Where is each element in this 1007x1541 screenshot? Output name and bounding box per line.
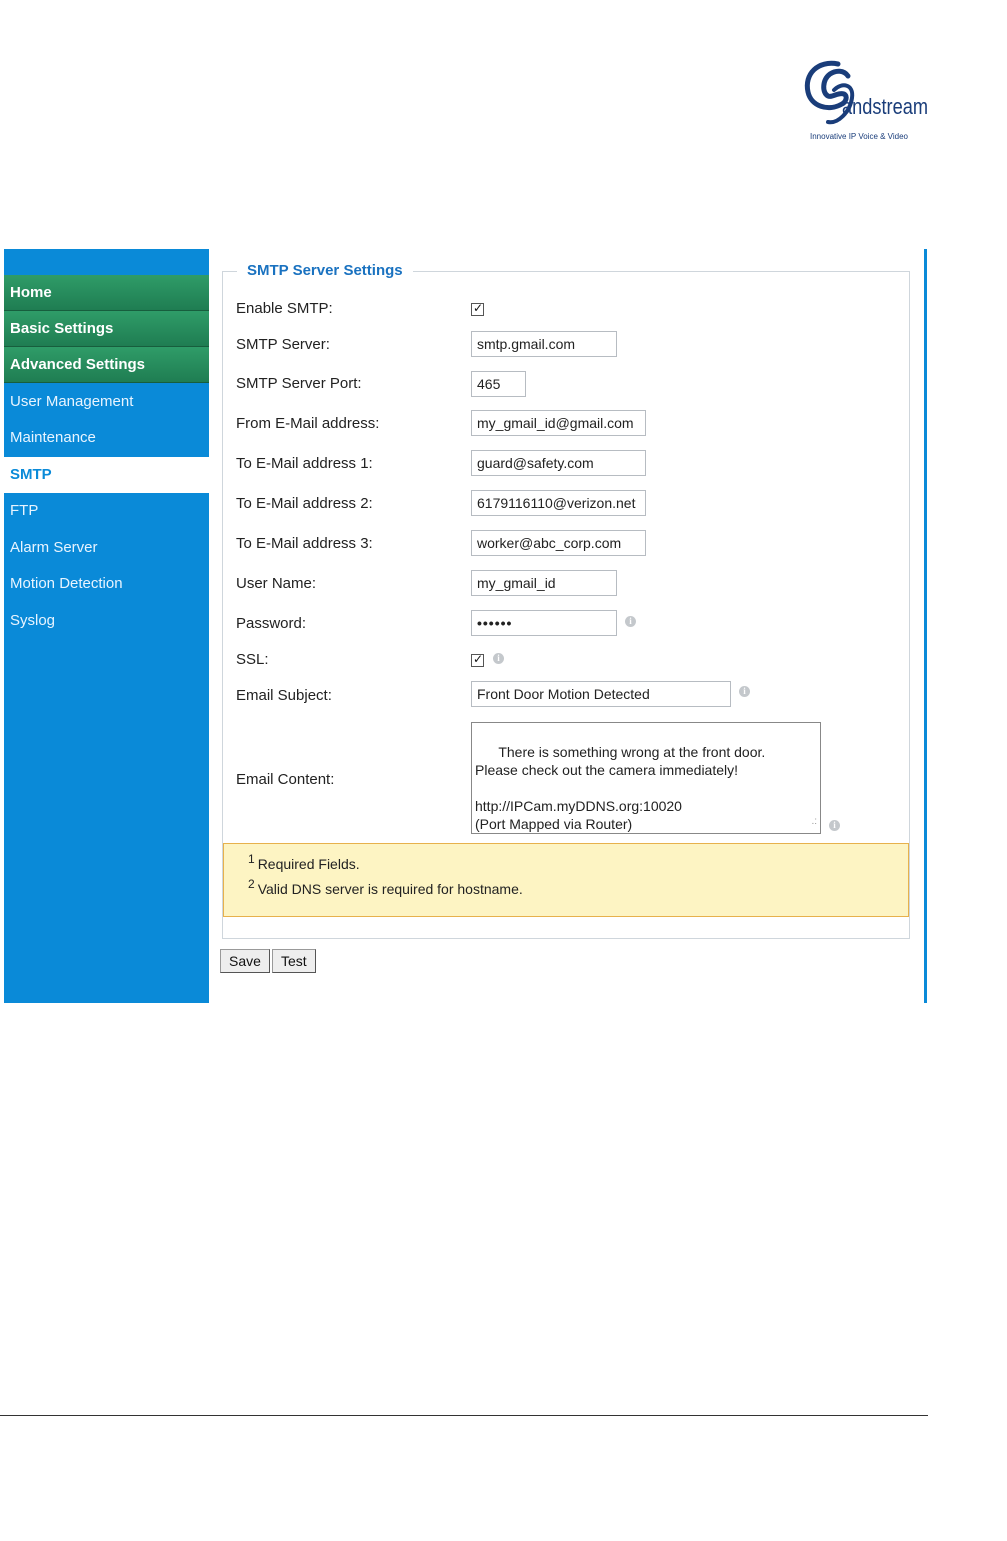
user-name-label: User Name:	[236, 575, 317, 592]
note-1-number: 1	[248, 852, 255, 866]
note-2-number: 2	[248, 877, 255, 891]
test-button[interactable]: Test	[272, 949, 316, 973]
page-divider	[0, 1415, 928, 1416]
save-button[interactable]: Save	[220, 949, 270, 973]
info-icon: i	[739, 686, 750, 697]
frame-border	[924, 249, 927, 1003]
email-subject-input[interactable]: Front Door Motion Detected	[471, 681, 731, 707]
camera-web-ui	[4, 249, 924, 1003]
sidebar-item-smtp[interactable]: SMTP	[4, 457, 209, 493]
sidebar-item-home[interactable]: Home	[4, 275, 209, 311]
email-content-textarea[interactable]	[471, 722, 821, 834]
enable-smtp-checkbox[interactable]	[471, 303, 484, 316]
smtp-settings-fieldset	[222, 262, 910, 939]
logo-wordmark: andstream	[842, 94, 928, 119]
smtp-server-label: SMTP Server:	[236, 336, 330, 353]
password-label: Password:	[236, 615, 307, 632]
grandstream-logo	[798, 56, 930, 148]
info-icon: i	[493, 653, 504, 664]
check-icon: ✓	[473, 652, 484, 666]
to-email-1-input[interactable]: guard@safety.com	[471, 450, 646, 476]
notes-box	[223, 843, 909, 917]
check-icon: ✓	[473, 301, 484, 315]
to-email-3-input[interactable]: worker@abc_corp.com	[471, 530, 646, 556]
sidebar-item-syslog[interactable]: Syslog	[10, 612, 56, 629]
ssl-label: SSL:	[236, 651, 269, 668]
to-email-1-label: To E-Mail address 1:	[236, 455, 373, 472]
sidebar-item-maintenance[interactable]: Maintenance	[10, 429, 96, 446]
to-email-2-input[interactable]: 6179116110@verizon.net	[471, 490, 646, 516]
ssl-checkbox[interactable]	[471, 654, 484, 667]
password-input[interactable]: ••••••	[471, 610, 617, 636]
grandstream-logo-mark	[798, 56, 930, 128]
from-email-label: From E-Mail address:	[236, 415, 380, 432]
resize-grip-icon[interactable]: .:	[811, 816, 817, 827]
from-email-input[interactable]: my_gmail_id@gmail.com	[471, 410, 646, 436]
email-subject-label: Email Subject:	[236, 687, 332, 704]
info-icon: i	[625, 616, 636, 627]
sidebar-item-basic-settings[interactable]: Basic Settings	[4, 311, 209, 347]
smtp-server-input[interactable]: smtp.gmail.com	[471, 331, 617, 357]
logo-tagline: Innovative IP Voice & Video	[810, 132, 908, 141]
user-name-input[interactable]: my_gmail_id	[471, 570, 617, 596]
smtp-port-label: SMTP Server Port:	[236, 375, 362, 392]
sidebar	[4, 249, 209, 1003]
sidebar-item-ftp[interactable]: FTP	[10, 502, 39, 519]
note-1	[248, 852, 360, 872]
to-email-3-label: To E-Mail address 3:	[236, 535, 373, 552]
sidebar-item-advanced-settings[interactable]: Advanced Settings	[4, 347, 209, 383]
email-content-label: Email Content:	[236, 771, 335, 788]
info-icon: i	[829, 820, 840, 831]
panel-title: SMTP Server Settings	[237, 262, 413, 279]
email-content-text: There is something wrong at the front door. Please check out the camera immediately! http://IPCam.myDDNS.org:10020 (Port Mapped via Router)	[475, 744, 766, 832]
smtp-port-input[interactable]: 465	[471, 371, 526, 397]
note-2	[248, 877, 523, 897]
to-email-2-label: To E-Mail address 2:	[236, 495, 373, 512]
sidebar-item-motion-detection[interactable]: Motion Detection	[10, 575, 123, 592]
enable-smtp-label: Enable SMTP:	[236, 300, 333, 317]
sidebar-item-alarm-server[interactable]: Alarm Server	[10, 539, 98, 556]
note-2-text: Valid DNS server is required for hostname.	[257, 881, 523, 897]
note-1-text: Required Fields.	[257, 856, 360, 872]
sidebar-item-user-management[interactable]: User Management	[10, 393, 134, 410]
